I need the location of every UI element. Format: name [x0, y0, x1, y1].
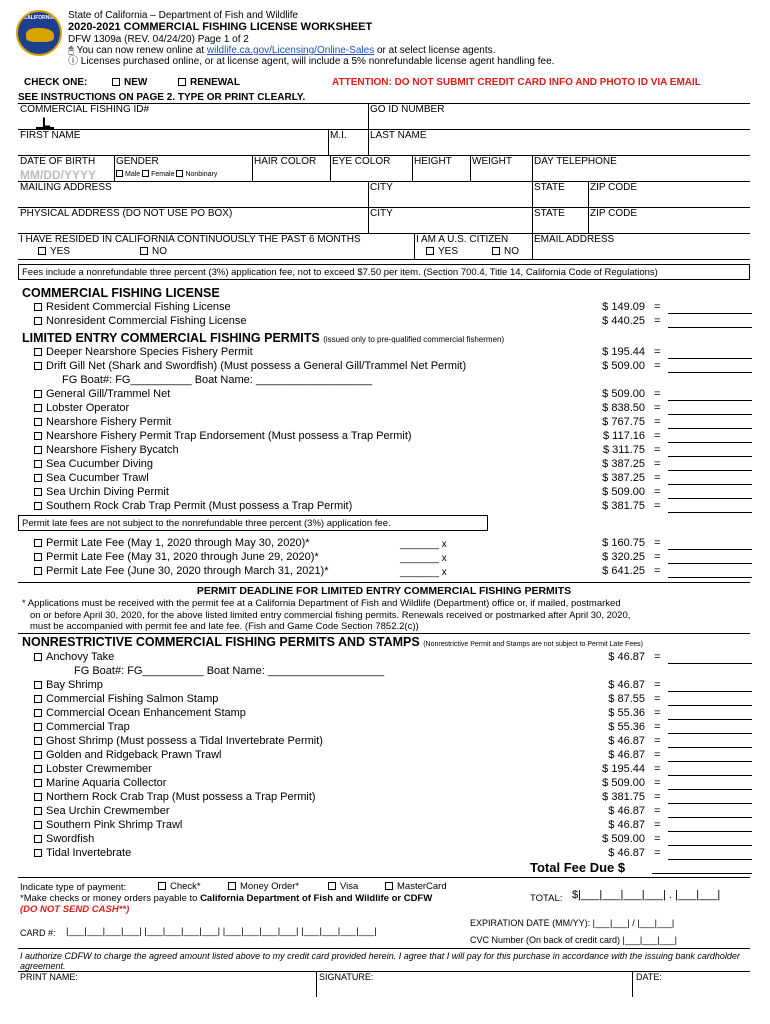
checkbox-icon [34, 474, 42, 482]
nr-item[interactable] [34, 749, 221, 762]
checkbox-icon [34, 779, 42, 787]
new-checkbox[interactable]: NEW [112, 77, 147, 88]
equals-sign: = [654, 763, 661, 775]
equals-sign: = [654, 444, 661, 456]
le-item[interactable] [34, 388, 170, 401]
last-name-label: LAST NAME [370, 130, 427, 141]
checkbox-icon [492, 247, 500, 255]
nr-item[interactable] [34, 791, 316, 804]
checkbox-icon [34, 765, 42, 773]
dob-label: DATE OF BIRTH [20, 156, 96, 167]
checkbox-icon [158, 882, 166, 890]
deadline-line-2: on or before April 30, 2020, for the above listed limited entry commercial fishing permits. Renewals received or postmarked after April 30, 2020, [30, 610, 631, 621]
nr-item-amount-field[interactable] [668, 749, 752, 762]
renew-online-note: 🖰 You can now renew online at wildlife.ca.gov/Licensing/Online-Sales or at select license agents. [68, 45, 496, 56]
late-fee-item[interactable] [34, 565, 329, 578]
late-fee-note: Permit late fees are not subject to the nonrefundable three percent (3%) application fee. [18, 515, 488, 531]
checkbox-icon [34, 418, 42, 426]
nonbinary-checkbox[interactable]: Nonbinary [176, 171, 217, 178]
citizen-no-checkbox[interactable]: NO [492, 246, 519, 257]
nr-item-price: $ 46.87 [608, 805, 645, 817]
nr-item[interactable] [34, 693, 218, 706]
le-item-label: Sea Urchin Diving Permit [46, 486, 169, 498]
le-item-price: $ 117.16 [602, 430, 645, 442]
height-label: HEIGHT [414, 156, 452, 167]
equals-sign: = [654, 301, 661, 313]
cl-item[interactable] [34, 315, 247, 328]
checkbox-icon [34, 751, 42, 759]
equals-sign: = [654, 777, 661, 789]
le-item-amount-field[interactable] [668, 388, 752, 401]
nr-item[interactable] [34, 763, 152, 776]
le-item-label: Sea Cucumber Trawl [46, 472, 149, 484]
checkbox-icon [426, 247, 434, 255]
checkbox-icon [34, 553, 42, 561]
le-item[interactable] [34, 500, 352, 513]
le-item[interactable] [34, 346, 253, 359]
checkbox-icon [34, 567, 42, 575]
fee-note: Fees include a nonrefundable three percent (3%) application fee, not to exceed $7.50 per item. (Section 700.4, Title 14, California Code of Regulations) [18, 264, 750, 280]
nr-item-amount-field[interactable] [668, 833, 752, 846]
le-item[interactable] [34, 416, 171, 429]
equals-sign: = [654, 833, 661, 845]
le-item-amount-field[interactable] [668, 360, 752, 373]
total-fee-label: Total Fee Due $ [530, 860, 626, 875]
checkbox-icon [34, 737, 42, 745]
cl-item[interactable] [34, 301, 231, 314]
physical-city-label: CITY [370, 208, 393, 219]
nr-item-amount-field[interactable] [668, 721, 752, 734]
nr-item-amount-field[interactable] [668, 791, 752, 804]
checkbox-icon [116, 170, 123, 177]
nr-item-label: Commercial Trap [46, 721, 130, 733]
attention-warning: ATTENTION: DO NOT SUBMIT CREDIT CARD INFO AND PHOTO ID VIA EMAIL [332, 77, 701, 88]
nr-item-price: $ 195.44 [602, 763, 645, 775]
checkbox-icon [34, 502, 42, 510]
late-fee-amount-field[interactable] [668, 537, 752, 550]
cl-item-amount-field[interactable] [668, 301, 752, 314]
payment-visa-checkbox[interactable]: Visa [328, 881, 358, 892]
physical-zip-label: ZIP CODE [590, 208, 638, 219]
deadline-line-3: must be accompanied with permit fee and late fee. (Fish and Game Code Section 7852.2(c)) [30, 621, 419, 632]
nr-item[interactable] [34, 847, 131, 860]
equals-sign: = [654, 360, 661, 372]
late-fee-amount-field[interactable] [668, 565, 752, 578]
late-fee-quantity-field[interactable]: _______ x [400, 553, 447, 564]
le-item-price: $ 387.25 [602, 458, 645, 470]
equals-sign: = [654, 707, 661, 719]
signature-label: SIGNATURE: [319, 972, 374, 982]
checkbox-icon [34, 390, 42, 398]
late-fee-label: Permit Late Fee (May 1, 2020 through May 30, 2020)* [46, 537, 310, 549]
equals-sign: = [654, 551, 661, 563]
checkbox-icon [34, 793, 42, 801]
total-label: TOTAL: [530, 893, 563, 904]
checkbox-icon [34, 709, 42, 717]
le-item-label: Lobster Operator [46, 402, 130, 414]
nr-item-price: $ 509.00 [602, 777, 645, 789]
signature-field[interactable] [316, 971, 632, 997]
checkbox-icon [34, 460, 42, 468]
commercial-license-title: COMMERCIAL FISHING LICENSE [22, 286, 220, 300]
day-telephone-label: DAY TELEPHONE [534, 156, 617, 167]
checkbox-icon [34, 348, 42, 356]
nr-item-price: $ 55.36 [608, 707, 645, 719]
nr-item[interactable] [34, 651, 114, 664]
le-item-label: Nearshore Fishery Permit [46, 416, 172, 428]
le-item[interactable] [34, 472, 149, 485]
checkbox-icon [142, 170, 149, 177]
mailing-address-label: MAILING ADDRESS [20, 182, 112, 193]
le-item-label: Drift Gill Net (Shark and Swordfish) (Must possess a General Gill/Trammel Net Permit) [46, 360, 467, 372]
nr-item-label: Swordfish [46, 833, 95, 845]
le-item-label: Nearshore Fishery Bycatch [46, 444, 179, 456]
cdfw-seal-logo: CALIFORNIA [16, 10, 62, 56]
nr-item-price: $ 46.87 [608, 651, 645, 663]
le-item[interactable] [34, 458, 153, 471]
deadline-title: PERMIT DEADLINE FOR LIMITED ENTRY COMMERCIAL FISHING PERMITS [196, 585, 572, 597]
card-number-field[interactable]: |___|___|___|___| |___|___|___|___| |___|___|___|___| |___|___|___|___| [66, 926, 377, 937]
checkbox-icon [34, 821, 42, 829]
le-item[interactable] [34, 360, 466, 373]
nr-item-label: Commercial Ocean Enhancement Stamp [46, 707, 246, 719]
eye-color-label: EYE COLOR [332, 156, 391, 167]
residency-yes-checkbox[interactable]: YES [38, 246, 70, 257]
nr-item-amount-field[interactable] [668, 847, 752, 860]
equals-sign: = [654, 402, 661, 414]
renewal-checkbox[interactable]: RENEWAL [178, 77, 240, 88]
hair-color-label: HAIR COLOR [254, 156, 317, 167]
cl-item-label: Nonresident Commercial Fishing License [46, 315, 247, 327]
last-name-field[interactable] [368, 129, 750, 155]
citizen-label: I AM A U.S. CITIZEN [416, 234, 509, 245]
checkbox-icon [34, 807, 42, 815]
nr-item-price: $ 87.55 [608, 693, 645, 705]
checkbox-icon [34, 488, 42, 496]
equals-sign: = [654, 721, 661, 733]
equals-sign: = [654, 651, 661, 663]
le-item-label: Deeper Nearshore Species Fishery Permit [46, 346, 253, 358]
checkbox-icon [34, 653, 42, 661]
cl-item-amount-field[interactable] [668, 315, 752, 328]
commercial-fishing-id-field[interactable] [18, 103, 368, 129]
payment-type-label: Indicate type of payment: [20, 882, 127, 893]
late-fee-quantity-field[interactable]: _______ x [400, 539, 447, 550]
le-item-label: General Gill/Trammel Net [46, 388, 171, 400]
equals-sign: = [654, 791, 661, 803]
gender-options [116, 170, 217, 178]
nr-item-amount-field[interactable] [668, 735, 752, 748]
nr-item-amount-field[interactable] [668, 805, 752, 818]
le-item-amount-field[interactable] [668, 402, 752, 415]
equals-sign: = [654, 315, 661, 327]
nr-item-label: Tidal Invertebrate [46, 847, 132, 859]
equals-sign: = [654, 537, 661, 549]
handling-fee-note: ⓘ Licenses purchased online, or at license agent, will include a 5% nonrefundable license agent handling fee. [68, 56, 555, 67]
mi-field[interactable] [328, 129, 368, 155]
nr-item-label: Marine Aquaria Collector [46, 777, 167, 789]
agency-name: State of California – Department of Fish and Wildlife [68, 10, 299, 21]
equals-sign: = [654, 847, 661, 859]
checkbox-icon [34, 849, 42, 857]
checkbox-icon [34, 681, 42, 689]
residency-label: I HAVE RESIDED IN CALIFORNIA CONTINUOUSLY THE PAST 6 MONTHS [20, 234, 361, 245]
le-item[interactable] [34, 402, 129, 415]
nr-item-price: $ 46.87 [608, 749, 645, 761]
checkbox-icon [328, 882, 336, 890]
nr-item-label: Lobster Crewmember [46, 763, 152, 775]
nr-item-price: $ 46.87 [608, 679, 645, 691]
residency-no-checkbox[interactable]: NO [140, 246, 167, 257]
checkbox-icon [140, 247, 148, 255]
payable-to-note: *Make checks or money orders payable to California Department of Fish and Wildlife or CDFW [20, 893, 433, 904]
nr-item[interactable] [34, 819, 182, 832]
checkbox-icon [38, 247, 46, 255]
nr-item-label: Anchovy Take [46, 651, 115, 663]
checkbox-icon [176, 170, 183, 177]
form-title: 2020-2021 COMMERCIAL FISHING LICENSE WORKSHEET [68, 21, 373, 33]
payment-check-checkbox[interactable]: Check* [158, 881, 201, 892]
nr-item-price: $ 509.00 [602, 833, 645, 845]
nr-item-amount-field[interactable] [668, 651, 752, 664]
nr-item-price: $ 46.87 [608, 735, 645, 747]
nr-item-amount-field[interactable] [668, 693, 752, 706]
equals-sign: = [654, 486, 661, 498]
no-cash-warning: (DO NOT SEND CASH**) [20, 904, 130, 915]
le-item-amount-field[interactable] [668, 500, 752, 513]
late-fee-price: $ 641.25 [602, 565, 645, 577]
authorization-statement: I authorize CDFW to charge the agreed amount listed above to my credit card provided herein. I agree that I will pay for this purchase in accordance with the issuing bank cardholder agreement. [20, 951, 740, 971]
equals-sign: = [654, 819, 661, 831]
equals-sign: = [654, 458, 661, 470]
nr-item[interactable] [34, 805, 169, 818]
date-label: DATE: [636, 972, 662, 982]
le-item-amount-field[interactable] [668, 346, 752, 359]
physical-address-label: PHYSICAL ADDRESS (DO NOT USE PO BOX) [20, 208, 233, 219]
nr-item-price: $ 381.75 [602, 791, 645, 803]
nr-item-label: Bay Shrimp [46, 679, 103, 691]
nr-item-label: Golden and Ridgeback Prawn Trawl [46, 749, 222, 761]
late-fee-price: $ 320.25 [602, 551, 645, 563]
expiration-date-field[interactable]: EXPIRATION DATE (MM/YY): |___|___| / |___|___| [470, 918, 675, 928]
first-name-field[interactable] [18, 129, 328, 155]
mailing-state-label: STATE [534, 182, 565, 193]
nr-item[interactable] [34, 735, 323, 748]
date-field[interactable] [632, 971, 750, 997]
nr-item-price: $ 55.36 [608, 721, 645, 733]
le-item-amount-field[interactable] [668, 458, 752, 471]
le-item-amount-field[interactable] [668, 472, 752, 485]
payment-money-order-checkbox[interactable]: Money Order* [228, 881, 299, 892]
le-item[interactable] [34, 444, 179, 457]
print-name-field[interactable] [18, 971, 316, 997]
le-item-price: $ 509.00 [602, 486, 645, 498]
total-amount-field[interactable]: $|___|___|___|___| . |___|___| [572, 889, 721, 901]
checkbox-icon [34, 723, 42, 731]
payment-mastercard-checkbox[interactable]: MasterCard [385, 881, 447, 892]
le-item-price: $ 311.75 [602, 444, 645, 456]
late-fee-price: $ 160.75 [602, 537, 645, 549]
checkbox-icon [228, 882, 236, 890]
nr-item[interactable] [34, 833, 94, 846]
cl-item-price: $ 440.25 [602, 315, 645, 327]
renew-online-link[interactable]: wildlife.ca.gov/Licensing/Online-Sales [206, 45, 375, 56]
equals-sign: = [654, 749, 661, 761]
male-checkbox[interactable]: Male [116, 171, 140, 178]
le-item[interactable] [34, 486, 169, 499]
le-item-amount-field[interactable] [668, 416, 752, 429]
le-item-price: $ 509.00 [602, 360, 645, 372]
late-fee-label: Permit Late Fee (May 31, 2020 through June 29, 2020)* [46, 551, 319, 563]
citizen-yes-checkbox[interactable]: YES [426, 246, 458, 257]
mailing-zip-label: ZIP CODE [590, 182, 638, 193]
form-id: DFW 1309a (REV. 04/24/20) Page 1 of 2 [68, 34, 249, 45]
checkbox-icon [178, 78, 186, 86]
le-item-price: $ 381.75 [602, 500, 645, 512]
print-name-label: PRINT NAME: [20, 972, 78, 982]
late-fee-amount-field[interactable] [668, 551, 752, 564]
equals-sign: = [654, 388, 661, 400]
equals-sign: = [654, 430, 661, 442]
le-item-price: $ 767.75 [602, 416, 645, 428]
limited-entry-title: LIMITED ENTRY COMMERCIAL FISHING PERMITS (issued only to pre-qualified commercial fishermen) [22, 331, 505, 345]
equals-sign: = [654, 565, 661, 577]
email-address-label: EMAIL ADDRESS [534, 234, 615, 245]
late-fee-label: Permit Late Fee (June 30, 2020 through March 31, 2021)* [46, 565, 329, 577]
total-fee-field[interactable] [652, 872, 752, 874]
le-item-price: $ 387.25 [602, 472, 645, 484]
commercial-fishing-id-label: COMMERCIAL FISHING ID# [20, 104, 150, 115]
nr-item-amount-field[interactable] [668, 763, 752, 776]
card-number-label: CARD #: [20, 928, 56, 938]
nr-item-label: Commercial Fishing Salmon Stamp [46, 693, 219, 705]
checkbox-icon [34, 317, 42, 325]
le-item-price: $ 838.50 [602, 402, 645, 414]
equals-sign: = [654, 416, 661, 428]
female-checkbox[interactable]: Female [142, 171, 174, 178]
le-item-amount-field[interactable] [668, 486, 752, 499]
physical-state-label: STATE [534, 208, 565, 219]
equals-sign: = [654, 805, 661, 817]
equals-sign: = [654, 693, 661, 705]
go-id-field[interactable] [368, 103, 750, 129]
equals-sign: = [654, 735, 661, 747]
nr-item-amount-field[interactable] [668, 819, 752, 832]
late-fee-item[interactable] [34, 537, 310, 550]
checkbox-icon [34, 695, 42, 703]
first-name-label: FIRST NAME [20, 130, 81, 141]
checkbox-icon [112, 78, 120, 86]
mailing-city-label: CITY [370, 182, 393, 193]
late-fee-item[interactable] [34, 551, 319, 564]
nr-item-amount-field[interactable] [668, 777, 752, 790]
checkbox-icon [34, 539, 42, 547]
le-item[interactable] [34, 430, 412, 443]
nr-item-label: Northern Rock Crab Trap (Must possess a Trap Permit) [46, 791, 316, 803]
equals-sign: = [654, 500, 661, 512]
go-id-label: GO ID NUMBER [370, 104, 445, 115]
le-item-amount-field[interactable] [668, 444, 752, 457]
commercial-fishing-id-prefix: L [42, 114, 51, 130]
nr-item[interactable] [34, 721, 130, 734]
checkbox-icon [34, 303, 42, 311]
nr-item-label: Ghost Shrimp (Must possess a Tidal Invertebrate Permit) [46, 735, 323, 747]
deadline-line-1: * Applications must be received with the permit fee at a California Department of Fish and Wildlife (Department) office or, if mailed, postmarked [22, 598, 621, 609]
check-one-label: CHECK ONE: [24, 77, 88, 88]
limited-entry-boat-line[interactable]: FG Boat#: FG__________ Boat Name: ___________________ [62, 374, 373, 386]
nr-item[interactable] [34, 777, 166, 790]
le-item-label: Southern Rock Crab Trap Permit (Must possess a Trap Permit) [46, 500, 353, 512]
gender-label: GENDER [116, 156, 159, 167]
nr-item[interactable] [34, 707, 246, 720]
cl-item-price: $ 149.09 [602, 301, 645, 313]
cl-item-label: Resident Commercial Fishing License [46, 301, 231, 313]
nonrestrictive-title: NONRESTRICTIVE COMMERCIAL FISHING PERMITS AND STAMPS (Nonrestrictive Permit and Stamps are not subject to Permit Late Fees) [22, 635, 643, 649]
cvc-field[interactable]: CVC Number (On back of credit card) |___|___|___| [470, 935, 677, 945]
equals-sign: = [654, 472, 661, 484]
nr-item-label: Southern Pink Shrimp Trawl [46, 819, 183, 831]
equals-sign: = [654, 679, 661, 691]
nr-item-amount-field[interactable] [668, 707, 752, 720]
equals-sign: = [654, 346, 661, 358]
mi-label: M.I. [330, 130, 347, 141]
bear-icon [26, 28, 54, 42]
dob-field[interactable]: MM/DD/YYYY [20, 168, 97, 182]
checkbox-icon [34, 404, 42, 412]
nonrestrictive-boat-line[interactable]: FG Boat#: FG__________ Boat Name: ___________________ [74, 665, 385, 677]
le-item-price: $ 195.44 [602, 346, 645, 358]
checkbox-icon [34, 835, 42, 843]
instructions-note: SEE INSTRUCTIONS ON PAGE 2. TYPE OR PRINT CLEARLY. [18, 92, 306, 103]
checkbox-icon [34, 446, 42, 454]
nr-item-amount-field[interactable] [668, 679, 752, 692]
checkbox-icon [385, 882, 393, 890]
le-item-label: Nearshore Fishery Permit Trap Endorsement (Must possess a Trap Permit) [46, 430, 412, 442]
le-item-price: $ 509.00 [602, 388, 645, 400]
checkbox-icon [34, 362, 42, 370]
nr-item-label: Sea Urchin Crewmember [46, 805, 170, 817]
nr-item-price: $ 46.87 [608, 819, 645, 831]
checkbox-icon [34, 432, 42, 440]
weight-label: WEIGHT [472, 156, 512, 167]
le-item-label: Sea Cucumber Diving [46, 458, 153, 470]
late-fee-quantity-field[interactable]: _______ x [400, 567, 447, 578]
nr-item-price: $ 46.87 [608, 847, 645, 859]
le-item-amount-field[interactable] [668, 430, 752, 443]
nr-item[interactable] [34, 679, 103, 692]
